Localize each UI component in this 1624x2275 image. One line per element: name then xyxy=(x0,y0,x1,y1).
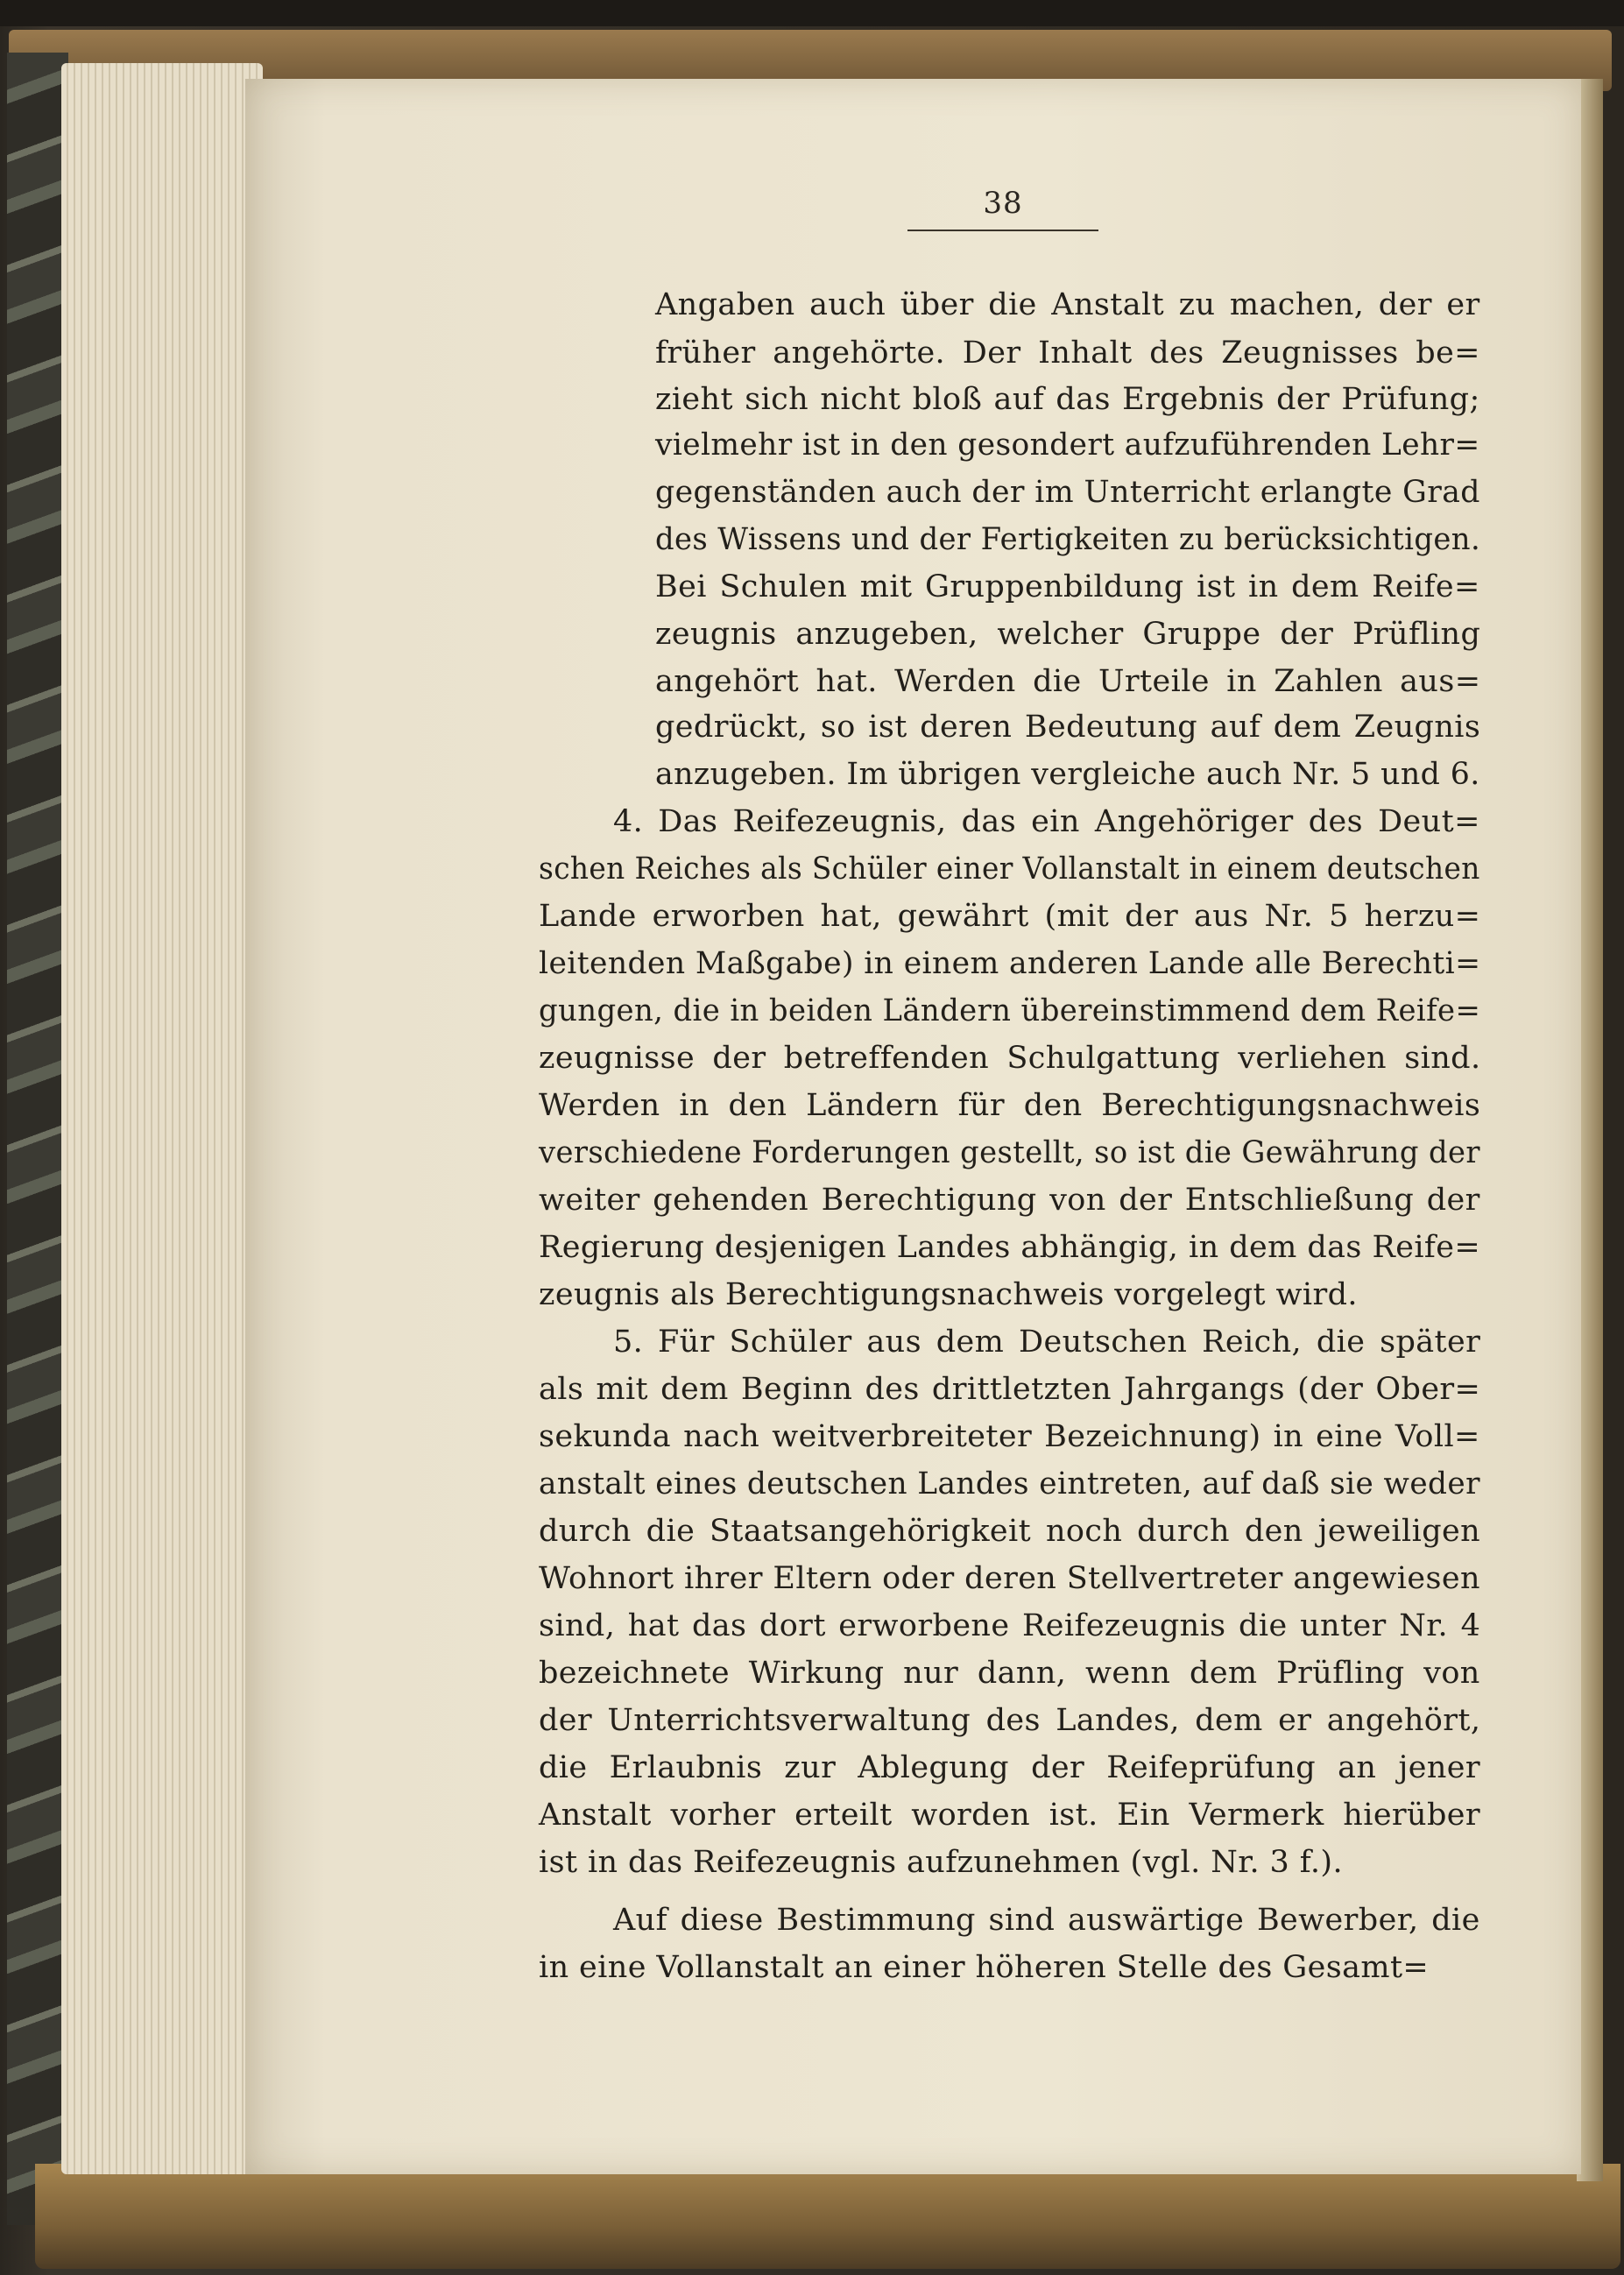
text-line: in eine Vollanstalt an einer höheren Stelle des Gesamt= xyxy=(539,1950,1430,1985)
text-line: gegenständen auch der im Unterricht erlangte Grad xyxy=(655,475,1480,510)
text-line: Regierung desjenigen Landes abhängig, in dem das Reife= xyxy=(539,1230,1481,1265)
text-line: zeugnis anzugeben, welcher Gruppe der Prüfling xyxy=(655,617,1481,652)
text-line: weiter gehenden Berechtigung von der Entschließung der xyxy=(539,1183,1480,1218)
text-line: zeugnis als Berechtigungsnachweis vorgelegt wird. xyxy=(539,1277,1358,1312)
text-line: vielmehr ist in den gesondert aufzuführenden Lehr= xyxy=(655,427,1480,463)
text-line: durch die Staatsangehörigkeit noch durch den jeweiligen xyxy=(539,1514,1481,1549)
text-line: Lande erworben hat, gewährt (mit der aus Nr. 5 herzu= xyxy=(539,899,1481,934)
text-line: Angaben auch über die Anstalt zu machen, der er xyxy=(655,287,1480,322)
text-line: schen Reiches als Schüler einer Vollanstalt in einem deutschen xyxy=(539,851,1480,887)
text-line: Anstalt vorher erteilt worden ist. Ein Vermerk hierüber xyxy=(539,1798,1481,1833)
text-line: gungen, die in beiden Ländern übereinstimmend dem Reife= xyxy=(539,993,1481,1028)
text-line: 5. Für Schüler aus dem Deutschen Reich, die später xyxy=(613,1325,1481,1360)
book-cover-bottom-edge xyxy=(35,2164,1620,2269)
text-line: 4. Das Reifezeugnis, das ein Angehöriger des Deut= xyxy=(613,804,1480,839)
text-line: Wohnort ihrer Eltern oder deren Stellvertreter angewiesen xyxy=(539,1561,1480,1596)
page-number-rule xyxy=(907,230,1098,231)
text-line: sekunda nach weitverbreiteter Bezeichnung) in eine Voll= xyxy=(539,1419,1480,1454)
text-line: früher angehörte. Der Inhalt des Zeugnisses be= xyxy=(655,336,1480,371)
text-line: der Unterrichtsverwaltung des Landes, dem er angehört, xyxy=(539,1703,1481,1738)
text-line: gedrückt, so ist deren Bedeutung auf dem Zeugnis xyxy=(655,710,1481,745)
text-line: zieht sich nicht bloß auf das Ergebnis der Prüfung; xyxy=(655,382,1480,417)
text-line: des Wissens und der Fertigkeiten zu berücksichtigen. xyxy=(655,522,1481,557)
text-line: Bei Schulen mit Gruppenbildung ist in dem Reife= xyxy=(655,569,1480,604)
text-line: Auf diese Bestimmung sind auswärtige Bewerber, die xyxy=(613,1903,1480,1938)
text-line: zeugnisse der betreffenden Schulgattung verliehen sind. xyxy=(539,1041,1481,1076)
text-line: verschiedene Forderungen gestellt, so ist die Gewährung der xyxy=(539,1135,1480,1170)
text-line: leitenden Maßgabe) in einem anderen Lande alle Berechti= xyxy=(539,946,1481,981)
marbled-binding xyxy=(7,53,68,2225)
text-line: anstalt eines deutschen Landes eintreten, auf daß sie weder xyxy=(539,1466,1480,1501)
text-line: angehört hat. Werden die Urteile in Zahlen aus= xyxy=(655,664,1481,699)
page-number: 38 xyxy=(983,186,1023,221)
text-line: ist in das Reifezeugnis aufzunehmen (vgl. Nr. 3 f.). xyxy=(539,1845,1343,1880)
text-line: als mit dem Beginn des drittletzten Jahrgangs (der Ober= xyxy=(539,1372,1481,1407)
page-stack-edges xyxy=(61,63,263,2174)
text-line: sind, hat das dort erworbene Reifezeugnis die unter Nr. 4 xyxy=(539,1608,1481,1643)
text-line: anzugeben. Im übrigen vergleiche auch Nr. 5 und 6. xyxy=(655,757,1480,792)
text-line: bezeichnete Wirkung nur dann, wenn dem Prüfling von xyxy=(539,1656,1480,1691)
text-line: Werden in den Ländern für den Berechtigungsnachweis xyxy=(539,1088,1481,1123)
text-line: die Erlaubnis zur Ablegung der Reifeprüfung an jener xyxy=(539,1750,1481,1785)
